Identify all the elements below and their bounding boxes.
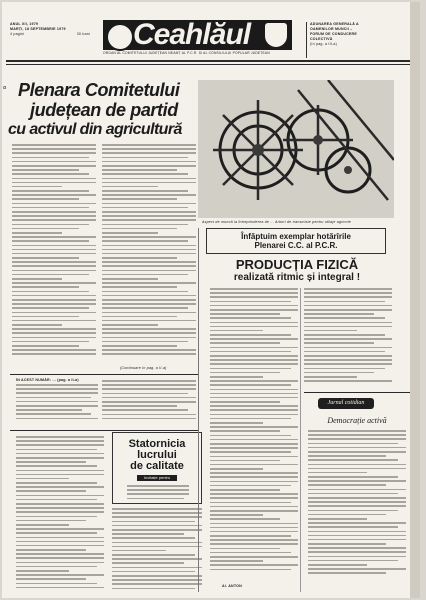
- directive-line-2: Plenarei C.C. al P.C.R.: [254, 241, 338, 250]
- masthead-title-block: [103, 20, 292, 50]
- agri-machinery-photo: [198, 80, 394, 218]
- promo-line-4: COLECTIVĂ: [310, 37, 333, 41]
- lead-continued-note: (Continuare în pag. a II-a): [120, 366, 167, 370]
- directive-box: [206, 228, 386, 254]
- pages-count: 4 pagini: [10, 32, 25, 36]
- feature-column-2: [304, 288, 392, 388]
- date-line: MARȚI, 18 SEPTEMBRIE 1979: [10, 27, 66, 31]
- directive-line-1: Înfăptuim exemplar hotărîrile: [241, 232, 351, 241]
- binding-edge: [410, 2, 420, 598]
- newspaper-page: [2, 2, 420, 598]
- notice-bottom-rule: [10, 430, 198, 431]
- promo-page-ref: (în pag. a III-a): [310, 42, 337, 46]
- photo-caption: Aspect de muncă la Întreprinderea de ... Arbori de transmisie pentru utilaje agricole: [202, 220, 351, 224]
- lead-bottom-rule: [10, 374, 198, 375]
- masthead-right-box: [306, 22, 410, 58]
- quality-title-2: lucrului: [137, 449, 177, 461]
- box-right-top-rule: [304, 392, 410, 393]
- masthead-rule: [6, 60, 416, 62]
- promo-line-3: FORUM DE CONDUCERE: [310, 32, 357, 36]
- box-right-logo: [318, 398, 374, 409]
- feature-column-1: [210, 288, 298, 580]
- lead-headline-line-2: județean de partid: [30, 100, 178, 120]
- lead-headline-line-3: cu activul din agricultură: [8, 121, 182, 138]
- feature-headline-1: PRODUCȚIA FIZICĂ: [235, 257, 359, 272]
- quality-box: [112, 432, 202, 504]
- lower-left-column: [16, 436, 104, 594]
- feature-headline-2: realizată ritmic și integral !: [233, 272, 361, 283]
- quality-body: [112, 508, 202, 594]
- in-this-issue-label: ÎN ACEST NUMĂR: ... (pag. a II-a): [16, 378, 79, 382]
- crest-left-icon: [106, 23, 134, 51]
- price: 30 bani: [76, 32, 90, 36]
- quality-tag: Invitație pentru: [137, 475, 177, 481]
- box-right-body: [308, 430, 406, 580]
- masthead-subtitle: ORGAN AL COMITETULUI JUDEȚEAN NEAMȚ AL P.C.R. ȘI AL CONSILIULUI POPULAR JUDEȚEAN: [103, 51, 270, 55]
- year-line: ANUL XII, 1979: [10, 22, 39, 26]
- masthead-title: Ceahlăul: [133, 18, 251, 51]
- feature-signature: Al. ANTON: [222, 584, 242, 588]
- lead-headline-line-1: Plenara Comitetului: [18, 80, 180, 100]
- lead-headline: [8, 80, 196, 140]
- column-rule-left: [198, 228, 199, 592]
- promo-line-1: ADUNAREA GENERALĂ A: [310, 22, 359, 26]
- column-rule-right: [300, 288, 301, 592]
- crest-right-icon: [265, 23, 287, 47]
- masthead-rule-thin: [6, 64, 416, 65]
- promo-line-2: OAMENILOR MUNCII –: [310, 27, 353, 31]
- lead-column-2: [102, 144, 196, 366]
- masthead-left-info: [10, 22, 90, 58]
- machinery-gears-icon: [198, 80, 394, 218]
- in-this-issue-column-1: [16, 384, 98, 424]
- quality-title-3: de calitate: [130, 460, 184, 472]
- quality-title-1: Statornicia: [128, 438, 186, 450]
- in-this-issue-column-2: [102, 380, 196, 424]
- box-right-title: Democrație activă: [327, 416, 387, 425]
- logo-text: Jurnal cotidian: [327, 400, 365, 406]
- lead-column-1: [12, 144, 96, 366]
- quality-intro: [127, 485, 189, 503]
- edge-number: 8: [3, 86, 7, 91]
